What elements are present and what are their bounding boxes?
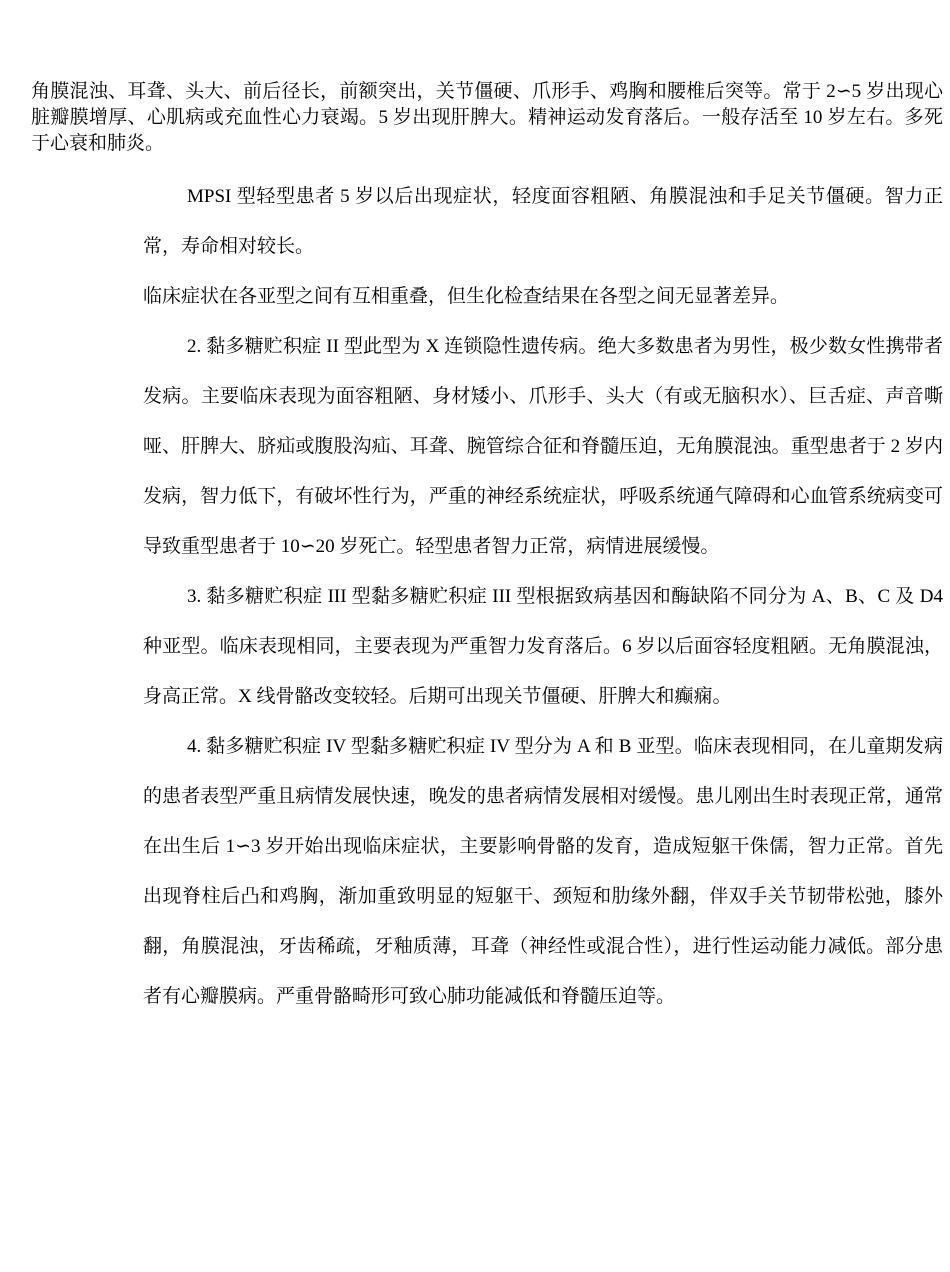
overlap-paragraph: 临床症状在各亚型之间有互相重叠，但生化检查结果在各型之间无显著差异。 <box>143 286 790 307</box>
intro-paragraph: 角膜混浊、耳聋、头大、前后径长，前额突出，关节僵硬、爪形手、鸡胸和腰椎后突等。常于 2∽5 岁出现心脏瓣膜增厚、心肌病或充血性心力衰竭。5 岁出现肝脾大。精神运动发育落后。一般存活至 10 岁左右。多死于心衰和肺炎。 <box>31 81 943 154</box>
type-4-paragraph: 4. 黏多糖贮积症 IV 型黏多糖贮积症 IV 型分为 A 和 B 亚型。临床表现相同，在儿童期发病的患者表型严重且病情发展快速，晚发的患者病情发展相对缓慢。患儿刚出生时表现正常，通常在出生后 1∽3 岁开始出现临床症状，主要影响骨骼的发育，造成短躯干侏儒，智力正常。首先出现脊柱后凸和鸡胸，渐加重致明显的短躯干、颈短和肋缘外翻，伴双手关节韧带松弛，膝外翻，角膜混浊，牙齿稀疏，牙釉质薄，耳聋（神经性或混合性），进行性运动能力减低。部分患者有心瓣膜病。严重骨骼畸形可致心肺功能减低和脊髓压迫等。 <box>143 736 943 1007</box>
type-2-paragraph: 2. 黏多糖贮积症 II 型此型为 X 连锁隐性遗传病。绝大多数患者为男性，极少数女性携带者发病。主要临床表现为面容粗陋、身材矮小、爪形手、头大（有或无脑积水）、巨舌症、声音嘶哑、肝脾大、脐疝或腹股沟疝、耳聋、腕管综合征和脊髓压迫，无角膜混浊。重型患者于 2 岁内发病，智力低下，有破坏性行为，严重的神经系统症状，呼吸系统通气障碍和心血管系统病变可导致重型患者于 10∽20 岁死亡。轻型患者智力正常，病情进展缓慢。 <box>143 336 943 557</box>
type-3-paragraph: 3. 黏多糖贮积症 III 型黏多糖贮积症 III 型根据致病基因和酶缺陷不同分为 A、B、C 及 D4 种亚型。临床表现相同，主要表现为严重智力发育落后。6 岁以后面容轻度粗陋。无角膜混浊，身高正常。X 线骨骼改变较轻。后期可出现关节僵硬、肝脾大和癫痫。 <box>143 586 943 707</box>
mpsi-paragraph: MPSI 型轻型患者 5 岁以后出现症状，轻度面容粗陋、角膜混浊和手足关节僵硬。智力正常，寿命相对较长。 <box>143 186 943 257</box>
body-text-block <box>143 172 943 1022</box>
